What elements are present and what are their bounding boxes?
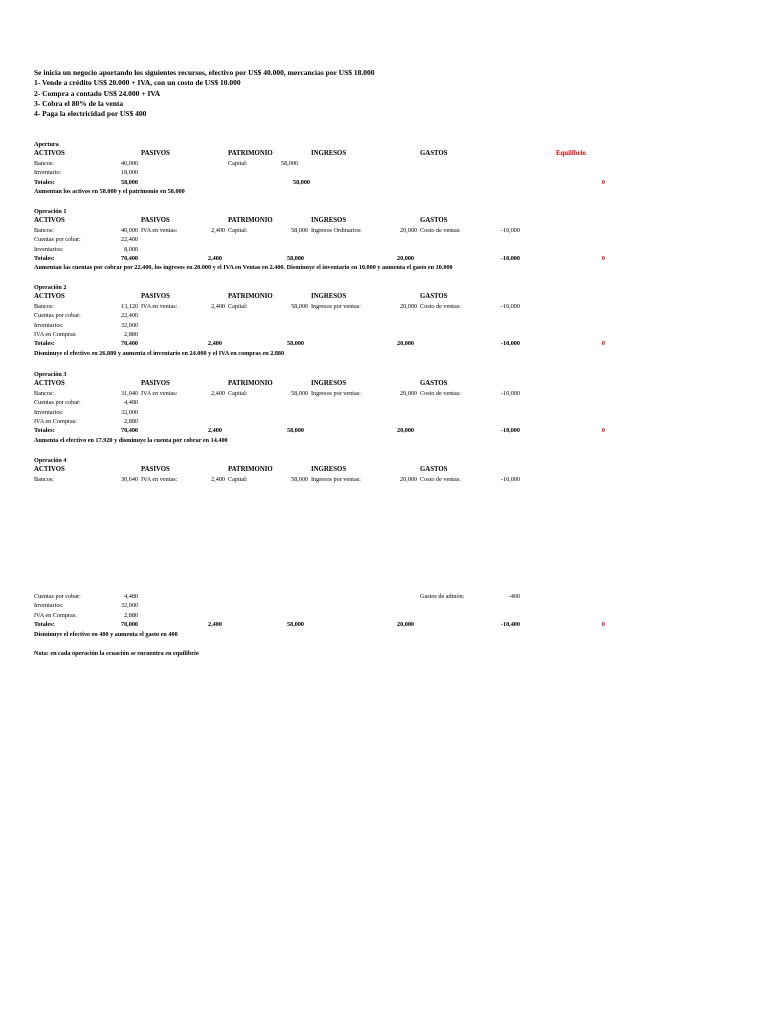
total-gastos: -10,000 xyxy=(500,340,520,348)
cell-value: 2,880 xyxy=(124,330,138,338)
operation-note: Aumenta el efectivo en 17.920 y disminuye la cuenta por cobrar en 14.400 xyxy=(34,436,228,444)
cell-value: 58,000 xyxy=(290,226,308,234)
section-title: Operación 2 xyxy=(34,284,67,291)
cell-value: 4,480 xyxy=(124,399,138,407)
cell-label: Inventarios: xyxy=(34,321,64,329)
total-patrimonio: 58,000 xyxy=(292,178,310,186)
cell-value: -10,000 xyxy=(500,226,520,234)
total-gastos: -10,400 xyxy=(500,621,520,629)
totals-label: Totales: xyxy=(34,178,55,186)
cell-label: Capital: xyxy=(228,159,248,167)
header-ingresos: INGRESOS xyxy=(311,466,347,474)
cell-value: 31,040 xyxy=(120,389,138,397)
cell-value: 4,480 xyxy=(124,593,138,600)
cell-value: 40,000 xyxy=(120,226,138,234)
cell-label: Inventarios: xyxy=(34,408,64,416)
cell-label: Bancos: xyxy=(34,475,54,483)
cell-label: Gastos de admón: xyxy=(420,593,465,600)
header-ingresos: INGRESOS xyxy=(311,217,347,225)
cell-value: 22,400 xyxy=(120,236,138,244)
header-pasivos: PASIVOS xyxy=(141,217,170,225)
cell-value: 2,880 xyxy=(124,611,138,619)
cell-label: IVA en ventas: xyxy=(141,226,178,234)
cell-value: 13,120 xyxy=(120,302,138,310)
header-ingresos: INGRESOS xyxy=(311,150,347,158)
header-activos: ACTIVOS xyxy=(34,150,65,158)
total-ingresos: 20,000 xyxy=(397,621,415,629)
cell-value: 2,400 xyxy=(211,302,225,310)
intro-text xyxy=(34,68,375,119)
header-ingresos: INGRESOS xyxy=(311,380,347,388)
total-pasivos: 2,400 xyxy=(208,340,222,348)
cell-value: 2,400 xyxy=(211,475,225,483)
cell-label: Ingresos por ventas: xyxy=(311,389,361,397)
equilibrio-value: 0 xyxy=(601,427,605,435)
header-pasivos: PASIVOS xyxy=(141,150,170,158)
cell-label: IVA en Compras: xyxy=(34,330,77,338)
cell-label: IVA en ventas: xyxy=(141,475,178,483)
cell-value: 58,000 xyxy=(290,389,308,397)
cell-label: Cuentas por cobar: xyxy=(34,236,81,244)
cell-label: Ingresos por ventas: xyxy=(311,302,361,310)
cell-label: IVA en ventas: xyxy=(141,389,178,397)
total-gastos: -10,000 xyxy=(500,427,520,435)
total-pasivos: 2,400 xyxy=(208,427,222,435)
cell-value: 20,000 xyxy=(399,389,417,397)
header-ingresos: INGRESOS xyxy=(311,293,347,301)
header-gastos: GASTOS xyxy=(420,380,448,388)
header-gastos: GASTOS xyxy=(420,217,448,225)
cell-label: IVA en Compras: xyxy=(34,611,77,619)
cell-label: Capital: xyxy=(228,475,248,483)
section-title: Operación 1 xyxy=(34,208,67,215)
intro-line: Se inicia un negocio aportando los siguientes recursos, efectivo por US$ 40.000, mercancías por US$ 18.000 xyxy=(34,68,375,77)
totals-label: Totales: xyxy=(34,621,55,629)
cell-value: -400 xyxy=(508,593,520,600)
total-pasivos: 2,400 xyxy=(208,254,222,262)
cell-value: 20,000 xyxy=(399,475,417,483)
operation-note: Aumentan los activos en 58.000 y el patrimonio en 58.000 xyxy=(34,187,185,195)
totals-label: Totales: xyxy=(34,340,55,348)
total-activos: 58,000 xyxy=(120,178,138,186)
cell-value: -10,000 xyxy=(500,475,520,483)
cell-value: 18,000 xyxy=(120,169,138,177)
total-activos: 70,000 xyxy=(120,621,138,629)
cell-value: 30,640 xyxy=(120,475,138,483)
cell-label: Ingresos Ordinarios: xyxy=(311,226,362,234)
cell-value: 2,400 xyxy=(211,226,225,234)
cell-label: Capital: xyxy=(228,389,248,397)
total-ingresos: 20,000 xyxy=(397,254,415,262)
intro-line: 4- Paga la electricidad por US$ 400 xyxy=(34,109,147,119)
header-gastos: GASTOS xyxy=(420,150,448,158)
total-activos: 70,400 xyxy=(120,254,138,262)
cell-label: Bancos: xyxy=(34,302,54,310)
cell-value: 32,000 xyxy=(120,321,138,329)
operacion-4-block xyxy=(0,457,768,485)
totals-label: Totales: xyxy=(34,427,55,435)
cell-label: Inventarios: xyxy=(34,602,64,610)
total-activos: 70,400 xyxy=(120,427,138,435)
cell-label: Inventarios: xyxy=(34,245,64,253)
total-patrimonio: 58,000 xyxy=(287,621,305,629)
operacion-1-block xyxy=(0,208,768,274)
cell-value: 58,000 xyxy=(280,159,298,167)
cell-label: Bancos: xyxy=(34,389,54,397)
total-gastos: -10,000 xyxy=(500,254,520,262)
header-pasivos: PASIVOS xyxy=(141,466,170,474)
total-patrimonio: 58,000 xyxy=(287,427,305,435)
cell-value: 2,880 xyxy=(124,417,138,425)
cell-label: Cuentas por cobar: xyxy=(34,593,81,600)
cell-label: Bancos: xyxy=(34,159,54,167)
total-pasivos: 2,400 xyxy=(208,621,222,629)
header-pasivos: PASIVOS xyxy=(141,380,170,388)
total-ingresos: 20,000 xyxy=(397,340,415,348)
operacion-2-block xyxy=(0,284,768,359)
total-patrimonio: 58,000 xyxy=(287,340,305,348)
final-note: Nota: en cada operación la ecuación se encuentra en equilibrio xyxy=(34,650,199,657)
cell-value: -10,000 xyxy=(500,302,520,310)
header-patrimonio: PATRIMONIO xyxy=(228,466,273,474)
cell-value: 20,000 xyxy=(399,226,417,234)
cell-value: 20,000 xyxy=(399,302,417,310)
cell-label: Costo de ventas: xyxy=(420,302,461,310)
header-activos: ACTIVOS xyxy=(34,217,65,225)
cell-label: Costo de ventas: xyxy=(420,475,461,483)
cell-value: -10,000 xyxy=(500,389,520,397)
header-patrimonio: PATRIMONIO xyxy=(228,150,273,158)
cell-label: Bancos: xyxy=(34,226,54,234)
cell-label: Ingresos por ventas: xyxy=(311,475,361,483)
operation-note: Aumentan las cuentas por cobrar por 22.400, los ingresos en 20.000 y el IVA en Ventas en 2.400. Disminuye el inventario en 10.000 y aumenta el gasto en 10.000 xyxy=(34,264,453,272)
header-activos: ACTIVOS xyxy=(34,380,65,388)
operation-note: Disminuye el efectivo en 26.880 y aumenta el inventario en 24.000 y el IVA en compras en 2.880 xyxy=(34,349,285,357)
cell-label: Costo de ventas: xyxy=(420,389,461,397)
header-pasivos: PASIVOS xyxy=(141,293,170,301)
cell-value: 32,000 xyxy=(120,602,138,610)
operation-note: Disminuye el efectivo en 400 y aumenta el gasto en 400 xyxy=(34,630,178,638)
section-title: Operación 4 xyxy=(34,457,67,464)
header-gastos: GASTOS xyxy=(420,466,448,474)
intro-line: 1- Vende a crédito US$ 20.000 + IVA, con un costo de US$ 10.000 xyxy=(34,78,241,88)
header-patrimonio: PATRIMONIO xyxy=(228,380,273,388)
header-gastos: GASTOS xyxy=(420,293,448,301)
header-activos: ACTIVOS xyxy=(34,466,65,474)
cell-value: 40,000 xyxy=(120,159,138,167)
header-equilibrio: Equilibrio xyxy=(556,150,586,158)
section-title: Operación 3 xyxy=(34,371,67,378)
cell-label: Cuentas por cobar: xyxy=(34,399,81,407)
equilibrio-value: 0 xyxy=(601,621,605,629)
cell-value: 22,400 xyxy=(120,312,138,320)
operacion-3-block xyxy=(0,371,768,446)
total-activos: 70,400 xyxy=(120,340,138,348)
cell-value: 32,000 xyxy=(120,408,138,416)
header-patrimonio: PATRIMONIO xyxy=(228,293,273,301)
cell-label: Capital: xyxy=(228,226,248,234)
apertura-block xyxy=(0,141,768,197)
cell-label: IVA en Compras: xyxy=(34,417,77,425)
cell-value: 2,400 xyxy=(211,389,225,397)
equilibrio-value: 0 xyxy=(601,178,605,186)
header-activos: ACTIVOS xyxy=(34,293,65,301)
cell-label: Capital: xyxy=(228,302,248,310)
equilibrio-value: 0 xyxy=(601,254,605,262)
section-title: Apertura xyxy=(34,141,59,148)
cell-label: IVA en ventas: xyxy=(141,302,178,310)
intro-line: 3- Cobra el 80% de la venta xyxy=(34,98,124,108)
equilibrio-value: 0 xyxy=(601,340,605,348)
cell-value: 8,000 xyxy=(124,245,138,253)
total-patrimonio: 58,000 xyxy=(287,254,305,262)
operacion-4-continued xyxy=(0,593,768,640)
cell-label: Cuentas por cobar: xyxy=(34,312,81,320)
cell-label: Inventario: xyxy=(34,169,62,177)
cell-value: 58,000 xyxy=(290,302,308,310)
intro-line: 2- Compra a contado US$ 24.000 + IVA xyxy=(34,88,161,98)
header-patrimonio: PATRIMONIO xyxy=(228,217,273,225)
cell-value: 58,000 xyxy=(290,475,308,483)
total-ingresos: 20,000 xyxy=(397,427,415,435)
cell-label: Costo de ventas: xyxy=(420,226,461,234)
totals-label: Totales: xyxy=(34,254,55,262)
